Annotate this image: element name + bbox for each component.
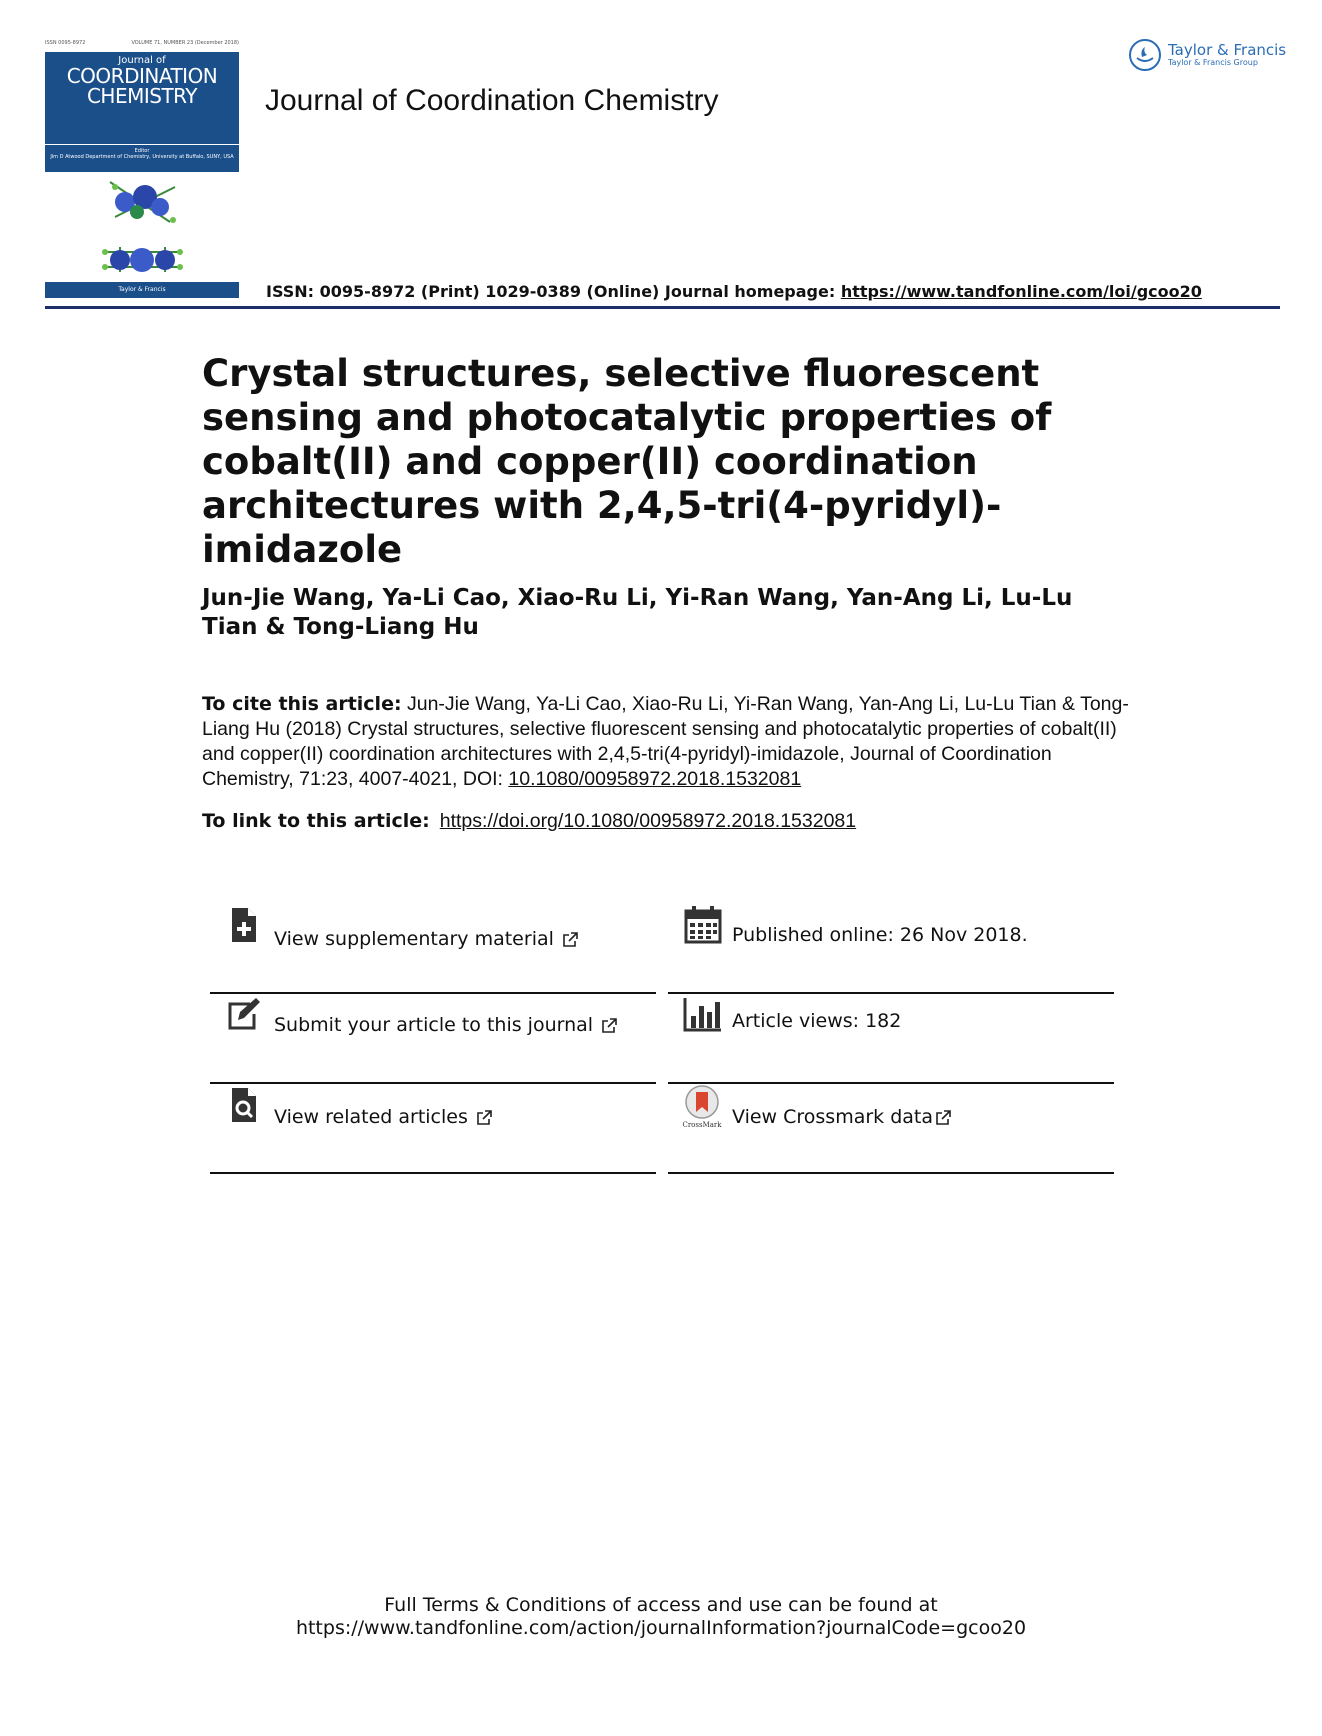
supplementary-label: View supplementary material xyxy=(274,928,554,950)
article-title: Crystal structures, selective fluorescent sensing and photocatalytic properties of cobalt(II) and copper(II) coordination architectures with 2,4,5-tri(4-pyridyl)-imidazole xyxy=(202,352,1052,571)
publisher-group: Taylor & Francis Group xyxy=(1168,58,1258,67)
file-plus-icon xyxy=(224,904,264,944)
crossmark-caption: CrossMark xyxy=(682,1121,722,1128)
related-cell[interactable] xyxy=(210,1084,656,1174)
related-link[interactable] xyxy=(274,1106,492,1128)
header-divider xyxy=(45,306,1280,309)
submit-cell[interactable] xyxy=(210,994,656,1084)
cover-top-line xyxy=(45,40,239,52)
cover-volume: VOLUME 71, NUMBER 23 (December 2018) xyxy=(131,40,239,46)
external-link-icon xyxy=(476,1110,492,1126)
cover-journal-big-2: CHEMISTRY xyxy=(86,84,198,108)
journal-cover xyxy=(45,40,239,298)
article-authors: Jun-Jie Wang, Ya-Li Cao, Xiao-Ru Li, Yi-Ran Wang, Yan-Ang Li, Lu-Lu Tian & Tong-Liang Hu xyxy=(202,585,1073,640)
cover-journal-small: Journal of xyxy=(118,55,166,66)
cover-journal-big-1: COORDINATION xyxy=(66,64,218,88)
external-link-icon xyxy=(562,932,578,948)
footer-line-1: Full Terms & Conditions of access and use can be found at xyxy=(384,1594,938,1616)
cover-editor-label: Editor xyxy=(134,148,150,154)
footer-url[interactable]: https://www.tandfonline.com/action/journalInformation?journalCode=gcoo20 xyxy=(295,1617,1027,1639)
crossmark-label: View Crossmark data xyxy=(732,1106,934,1128)
calendar-icon xyxy=(682,904,722,944)
related-label: View related articles xyxy=(274,1106,468,1128)
edit-icon xyxy=(224,994,264,1034)
article-doi-url[interactable]: https://doi.org/10.1080/00958972.2018.1532081 xyxy=(439,810,857,832)
supplementary-cell[interactable] xyxy=(210,904,656,994)
cover-editor-name: Jim D Atwood Department of Chemistry, University at Buffalo, SUNY, USA xyxy=(50,154,234,160)
taylor-francis-icon xyxy=(1128,38,1162,72)
citation-label: To cite this article: xyxy=(202,693,402,715)
molecule-illustration xyxy=(45,172,239,282)
publisher-name: Taylor & Francis xyxy=(1168,41,1287,59)
cover-publisher: Taylor & Francis xyxy=(45,282,239,298)
submit-label: Submit your article to this journal xyxy=(274,1014,594,1036)
article-link-label: To link to this article: xyxy=(202,810,430,832)
views-cell xyxy=(668,994,1114,1084)
article-views: Article views: 182 xyxy=(732,1010,902,1032)
article-link-line xyxy=(202,810,856,833)
crossmark-link[interactable] xyxy=(732,1106,951,1128)
citation-text: Jun-Jie Wang, Ya-Li Cao, Xiao-Ru Li, Yi-Ran Wang, Yan-Ang Li, Lu-Lu Tian & Tong-Liang Hu (2018) Crystal structures, selective fluorescent sensing and photocatalytic properties of cobalt(II) and copper(II) coordination architectures with 2,4,5-tri(4-pyridyl)-imidazole, Journal of Coordination Chemistry, 71:23, 4007-4021, DOI: xyxy=(202,693,1129,790)
journal-title: Journal of Coordination Chemistry xyxy=(265,84,719,117)
supplementary-link[interactable] xyxy=(274,928,578,950)
publisher-logo[interactable] xyxy=(1128,38,1286,72)
submit-link[interactable] xyxy=(274,1014,617,1036)
external-link-icon xyxy=(601,1018,617,1034)
external-link-icon xyxy=(935,1110,951,1126)
crossmark-cell[interactable] xyxy=(668,1084,1114,1174)
cover-title-band xyxy=(45,52,239,144)
journal-homepage-link[interactable]: https://www.tandfonline.com/loi/gcoo20 xyxy=(840,282,1202,301)
crossmark-icon xyxy=(682,1084,722,1128)
citation-doi-link[interactable]: 10.1080/00958972.2018.1532081 xyxy=(508,768,802,790)
cover-editor xyxy=(45,144,239,172)
issn-line xyxy=(266,282,1202,301)
citation-block xyxy=(202,692,1132,792)
issn-text: ISSN: 0095-8972 (Print) 1029-0389 (Online) Journal homepage: xyxy=(266,282,841,301)
published-date: Published online: 26 Nov 2018. xyxy=(732,924,1028,946)
terms-footer xyxy=(0,1594,1322,1640)
cover-issn: ISSN 0095-8972 xyxy=(45,40,86,46)
file-search-icon xyxy=(224,1084,264,1124)
bar-chart-icon xyxy=(682,994,722,1034)
published-cell xyxy=(668,904,1114,994)
